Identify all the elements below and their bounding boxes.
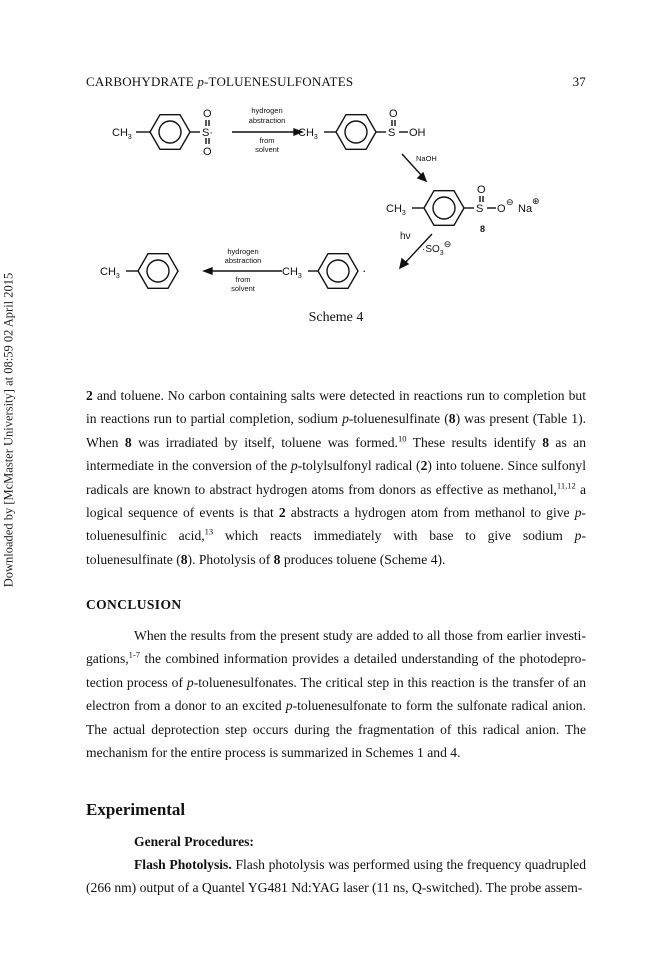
arrow-4-head [204,268,212,274]
label-hydrogen-1: hydrogen [251,106,283,115]
ch3-label-1: $CH_3$ [112,127,132,141]
o-anion-label: O [497,203,506,215]
ch3-label-3: $CH_3$ [386,203,406,217]
aromatic-circle-1 [159,121,181,143]
aromatic-circle-5 [147,260,169,282]
so2-label: $\cdot SO_3⊖$ [422,239,452,257]
compound-8-label: 8 [480,224,486,234]
results-paragraph: 2 and toluene. No carbon containing salts were detected in reactions run to completion but in reactions run to partial completion, sodium p-toluenesulfinate (8) was present (Table 1). When 8 was irradiated by itself, toluene was formed.$^{10}$ These results identify 8 as an intermediate in the conversion of the p-tolylsulfonyl radical (2) into toluene. Since sulfonyl radicals are known to abstract hydrogen atoms from donors as effective as methanol,$^{11,12}$ a logical sequence of events is that 2 abstracts a hydrogen atom from methanol to give p-toluenesulfinic acid,$^{13}$ which reacts immediately with base to give sodium p-toluenesulfinate (8). Photolysis of 8 produces toluene (Scheme 4). [86,388,587,567]
download-stamp-text: Downloaded by [McMaster University] at 08:59 02 April 2015 [1,272,16,588]
label-solvent-1: solvent [255,145,279,154]
aromatic-circle-4 [327,260,349,282]
aromatic-circle-3 [433,197,455,219]
running-head [86,74,586,92]
plus-charge: ⊕ [532,196,540,206]
general-procedures-heading: General Procedures: [134,834,254,849]
experimental-heading: Experimental [86,800,186,819]
label-solvent-2: solvent [231,284,255,293]
arrow-2-head [418,173,426,181]
o-bottom-label-1: O [203,146,212,158]
benzene-ring-4 [318,254,358,289]
radical-dot-label: · [362,263,367,278]
label-abstraction-2: abstraction [224,256,262,265]
label-hydrogen-2: hydrogen [227,247,259,256]
benzene-ring-5 [138,254,178,289]
label-abstraction-1: abstraction [248,116,286,125]
running-title: CARBOHYDRATE p-TOLUENESULFONATES [86,74,354,89]
ch3-label-4: $CH_3$ [282,266,302,280]
o-top-label-3: O [477,184,486,196]
ch3-label-5: $CH_3$ [100,266,120,280]
benzene-ring-2 [336,115,376,150]
benzene-ring-1 [150,115,190,150]
minus-charge-1: ⊖ [506,197,514,207]
conclusion-heading: CONCLUSION [86,597,182,612]
download-stamp [2,170,16,690]
label-from-2: from [235,275,251,284]
scheme-4-drawing [86,104,586,296]
label-hv: hν [400,231,411,242]
benzene-ring-3 [424,191,464,226]
s-label-2: S [388,127,396,139]
o-top-label-1: O [203,108,212,120]
s-radical-label: S· [202,127,213,139]
o-top-label-2: O [389,108,398,120]
oh-label: OH [409,127,426,139]
ch3-label-2: $CH_3$ [298,127,318,141]
flash-photolysis-paragraph: Flash Photolysis. Flash photolysis was performed using the frequency quadrupled (266 nm) output of a Quantel YG481 Nd:YAG laser (11 ns, Q-switched). The probe assem- [86,857,586,896]
s-label-3: S [476,203,484,215]
label-naoh: NaOH [416,154,437,163]
na-label: Na [518,203,533,215]
page-number: 37 [572,74,586,89]
scheme-caption: Scheme 4 [308,310,364,325]
conclusion-paragraph: When the results from the present study are added to all those from earlier investi- gations,$^{1-7}$ the combined information provides a detailed understanding of the photodepro- tection process of p-toluenesulfonates. The critical step in this reaction is the transfer of an electron from a donor to an excited p-toluenesulfonate to form the sulfonate radical anion. The actual deprotection step occurs during the fragmentation of this radical anion. The mechanism for the entire process is summarized in Schemes 1 and 4. [86,628,586,761]
scheme-4-figure [86,104,586,296]
aromatic-circle-2 [345,121,367,143]
label-from-1: from [259,136,275,145]
